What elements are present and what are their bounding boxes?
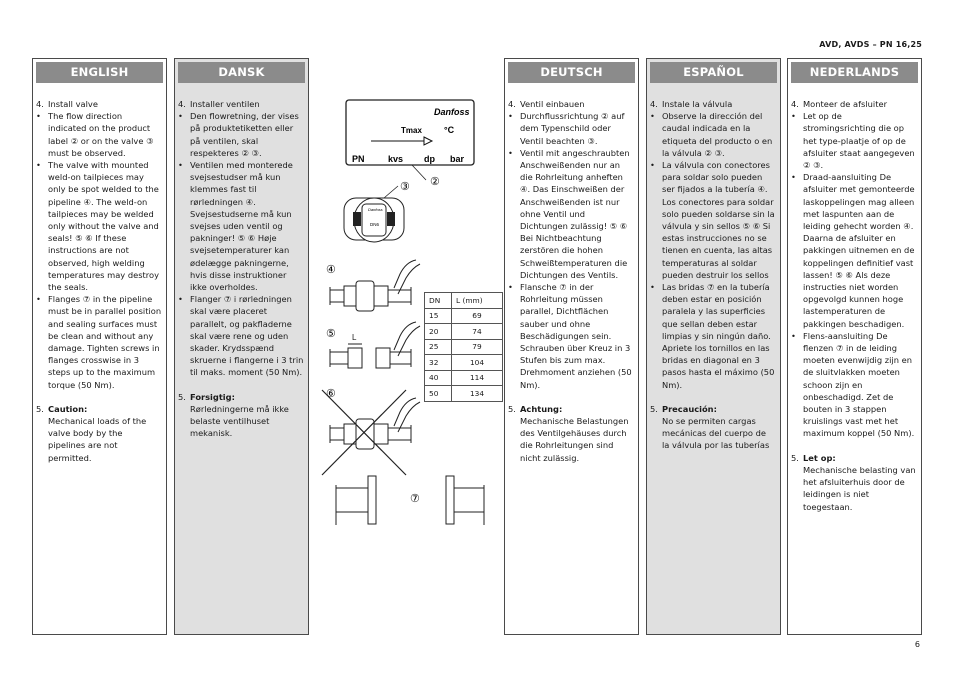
column-title: ENGLISH <box>36 62 163 83</box>
label-dp-text: dp <box>424 154 435 164</box>
label-kvs-text: kvs <box>388 154 404 164</box>
caution-title: Caution: <box>48 403 88 414</box>
step-number: 4. <box>650 99 658 109</box>
list-item: • Flanger ⑦ i rørledningen skal være placeret parallelt, og pakfladerne skal være rene og uden skader. Krydsspænd skruerne i flangerne i 3 trin til maks. moment (50 Nm). <box>190 293 304 378</box>
list-item: • Draad-aansluiting De afsluiter met gemonteerde laskoppelingen mag alleen met laspunten aan de leiding gehecht worden ④. Daarna de afsluiter en pakkingen uitnemen en de koppelingen definitief vast lassen! ⑤ ⑥ Als deze instructies niet worden opgevolgd kunnen hoge lastemperaturen de pakkingen beschadigen. <box>803 171 917 330</box>
table-row <box>425 339 503 355</box>
instruction-list <box>178 110 304 378</box>
list-item: • La válvula con conectores para soldar solo pueden ser fijados a la tubería ④. Los conectores para soldar solo pueden soldarse sin la válvula y sin sellos ⑤ ⑥ Si estas instrucciones no se tienen en cuenta, las altas temperaturas al soldar pueden destruir los sellos <box>662 159 776 281</box>
label-brand-text: Danfoss <box>434 107 470 117</box>
step-title: Installer ventilen <box>190 99 260 109</box>
column-title: DANSK <box>178 62 305 83</box>
table-cell: 50 <box>425 386 452 402</box>
step-number: 5. <box>36 403 44 414</box>
list-item: • Durchflussrichtung ② auf dem Typenschild oder Ventil beachten ③. <box>520 110 634 147</box>
column-english <box>32 58 167 635</box>
table-row <box>425 355 503 371</box>
column-nederlands <box>787 58 922 635</box>
label-deg-text: °C <box>444 125 455 135</box>
instruction-list <box>650 110 776 391</box>
step-number: 4. <box>791 99 799 109</box>
list-item: • Den flowretning, der vises på produktetiketten eller på ventilen, skal respekteres ② ③. <box>190 110 304 159</box>
step-number: 4. <box>178 99 186 109</box>
table-cell: 69 <box>452 308 503 324</box>
column-title: ESPAÑOL <box>650 62 777 83</box>
table-cell: 79 <box>452 339 503 355</box>
step-title: Ventil einbauen <box>520 99 585 109</box>
table-header-dn: DN <box>425 293 452 309</box>
step-number: 5. <box>178 391 186 402</box>
table-header-length: L (mm) <box>452 293 503 309</box>
table-cell: 104 <box>452 355 503 371</box>
caution-title: Achtung: <box>520 403 563 414</box>
column-dansk <box>174 58 309 635</box>
step-number: 4. <box>36 99 44 109</box>
table-cell: 114 <box>452 370 503 386</box>
callout-5: ⑤ <box>326 328 336 340</box>
list-item: • The flow direction indicated on the product label ② or on the valve ③ must be observed. <box>48 110 162 159</box>
column-espanol <box>646 58 781 635</box>
label-pn-text: PN <box>352 154 365 164</box>
label-tmax-text: Tmax <box>401 126 422 135</box>
valve-top-view <box>344 181 410 242</box>
column-title: NEDERLANDS <box>791 62 918 83</box>
instruction-list <box>508 110 634 391</box>
caution-title: Forsigtig: <box>190 391 235 402</box>
list-item: • Flanges ⑦ in the pipeline must be in parallel position and sealing surfaces must be clean and without any damage. Tighten screws in flanges crosswise in 3 steps up to the maximum torque (50 Nm). <box>48 293 162 391</box>
step-number: 4. <box>508 99 516 109</box>
list-item: • The valve with mounted weld-on tailpieces may only be spot welded to the pipeline ④. The weld-on tailpieces may be welded only without the valve and seals! ⑤ ⑥ If these instructions are not observed, high welding temperatures may destroy the seals. <box>48 159 162 293</box>
table-cell: 134 <box>452 386 503 402</box>
callout-2: ② <box>430 176 440 188</box>
step-number: 5. <box>650 403 658 414</box>
callout-7: ⑦ <box>410 493 420 505</box>
caution-title: Precaución: <box>662 403 717 414</box>
step-title: Install valve <box>48 99 98 109</box>
page-number: 6 <box>914 640 920 649</box>
tack-weld-diagram <box>330 260 420 311</box>
list-item: • Observe la dirección del caudal indicada en la etiqueta del producto o en la válvula ② ③. <box>662 110 776 159</box>
step-title: Monteer de afsluiter <box>803 99 887 109</box>
table-cell: 74 <box>452 324 503 340</box>
table-row <box>425 370 503 386</box>
table-row <box>425 324 503 340</box>
table-cell: 32 <box>425 355 452 371</box>
caution-text: Mechanical loads of the valve body by the pipelines are not permitted. <box>48 416 147 463</box>
caution-text: Mechanische belasting van het afsluiterhuis door de leidingen is niet toegestaan. <box>803 464 916 512</box>
no-weld-with-valve-diagram <box>322 390 420 475</box>
caution-text: Mechanische Belastungen des Ventilgehäuses durch die Rohrleitungen sind nicht zulässig. <box>520 416 629 463</box>
list-item: • Flansche ⑦ in der Rohrleitung müssen parallel, Dichtflächen sauber und ohne Beschädigungen sein. Schrauben über Kreuz in 3 Stufen bis zum max. Drehmoment anziehen (50 Nm). <box>520 281 634 391</box>
step-number: 5. <box>791 452 799 463</box>
callout-3: ③ <box>400 181 410 193</box>
step-title: Instale la válvula <box>662 99 733 109</box>
document-reference: AVD, AVDS – PN 16,25 <box>819 40 922 49</box>
caution-text: Rørledningerne må ikke belaste ventilhuset mekanisk. <box>190 403 289 439</box>
list-item: • Flens-aansluiting De flenzen ⑦ in de leiding moeten evenwijdig zijn en de sluitvlakken moeten schoon zijn en onbeschadigd. Zet de bouten in 3 stappen kruislings vast met het maximum koppel (50 Nm). <box>803 330 917 440</box>
dim-l-text: L <box>352 333 357 342</box>
label-bar-text: bar <box>450 154 465 164</box>
callout-6: ⑥ <box>326 388 336 400</box>
instruction-list <box>36 110 162 391</box>
table-row <box>425 386 503 402</box>
product-label <box>346 100 474 180</box>
table-cell: 15 <box>425 308 452 324</box>
valve-dn-text: DN6 <box>370 222 380 227</box>
caution-text: No se permiten cargas mecánicas del cuerpo de la válvula por las tuberías <box>662 416 770 451</box>
table-cell: 20 <box>425 324 452 340</box>
table-cell: 25 <box>425 339 452 355</box>
table-cell: 40 <box>425 370 452 386</box>
dn-length-table <box>424 292 503 402</box>
list-item: • Ventilen med monterede svejsestudser må kun klemmes fast til rørledningen ④. Svejsestudserne må kun svejses uden ventil og pakninger! ⑤ ⑥ Høje svejsetemperaturer kan ødelægge pakningerne, hvis disse instruktioner ikke overholdes. <box>190 159 304 293</box>
column-deutsch <box>504 58 639 635</box>
instruction-list <box>791 110 917 439</box>
column-title: DEUTSCH <box>508 62 635 83</box>
step-number: 5. <box>508 403 516 414</box>
table-row <box>425 308 503 324</box>
valve-brand-text: Danfoss <box>368 207 383 212</box>
weld-tailpiece-diagram <box>330 322 420 368</box>
list-item: • Let op de stromingsrichting die op het type-plaatje of op de afsluiter staat aangegeven ② ③. <box>803 110 917 171</box>
caution-title: Let op: <box>803 452 836 463</box>
callout-4: ④ <box>326 264 336 276</box>
list-item: • Las bridas ⑦ en la tubería deben estar en posición paralela y las superficies que sellan deben estar limpias y sin ningún daño. Apriete los tornillos en las bridas en diagonal en 3 pasos hasta el máximo (50 Nm). <box>662 281 776 391</box>
list-item: • Ventil mit angeschraubten Anschweißenden nur an die Rohrleitung anheften ④. Das Einschweißen der Anschweißenden ist nur ohne Ventil und Dichtungen zulässig! ⑤ ⑥ Bei Nichtbeachtung zerstören die hohen Schweißtemperaturen die Dichtungen des Ventils. <box>520 147 634 281</box>
